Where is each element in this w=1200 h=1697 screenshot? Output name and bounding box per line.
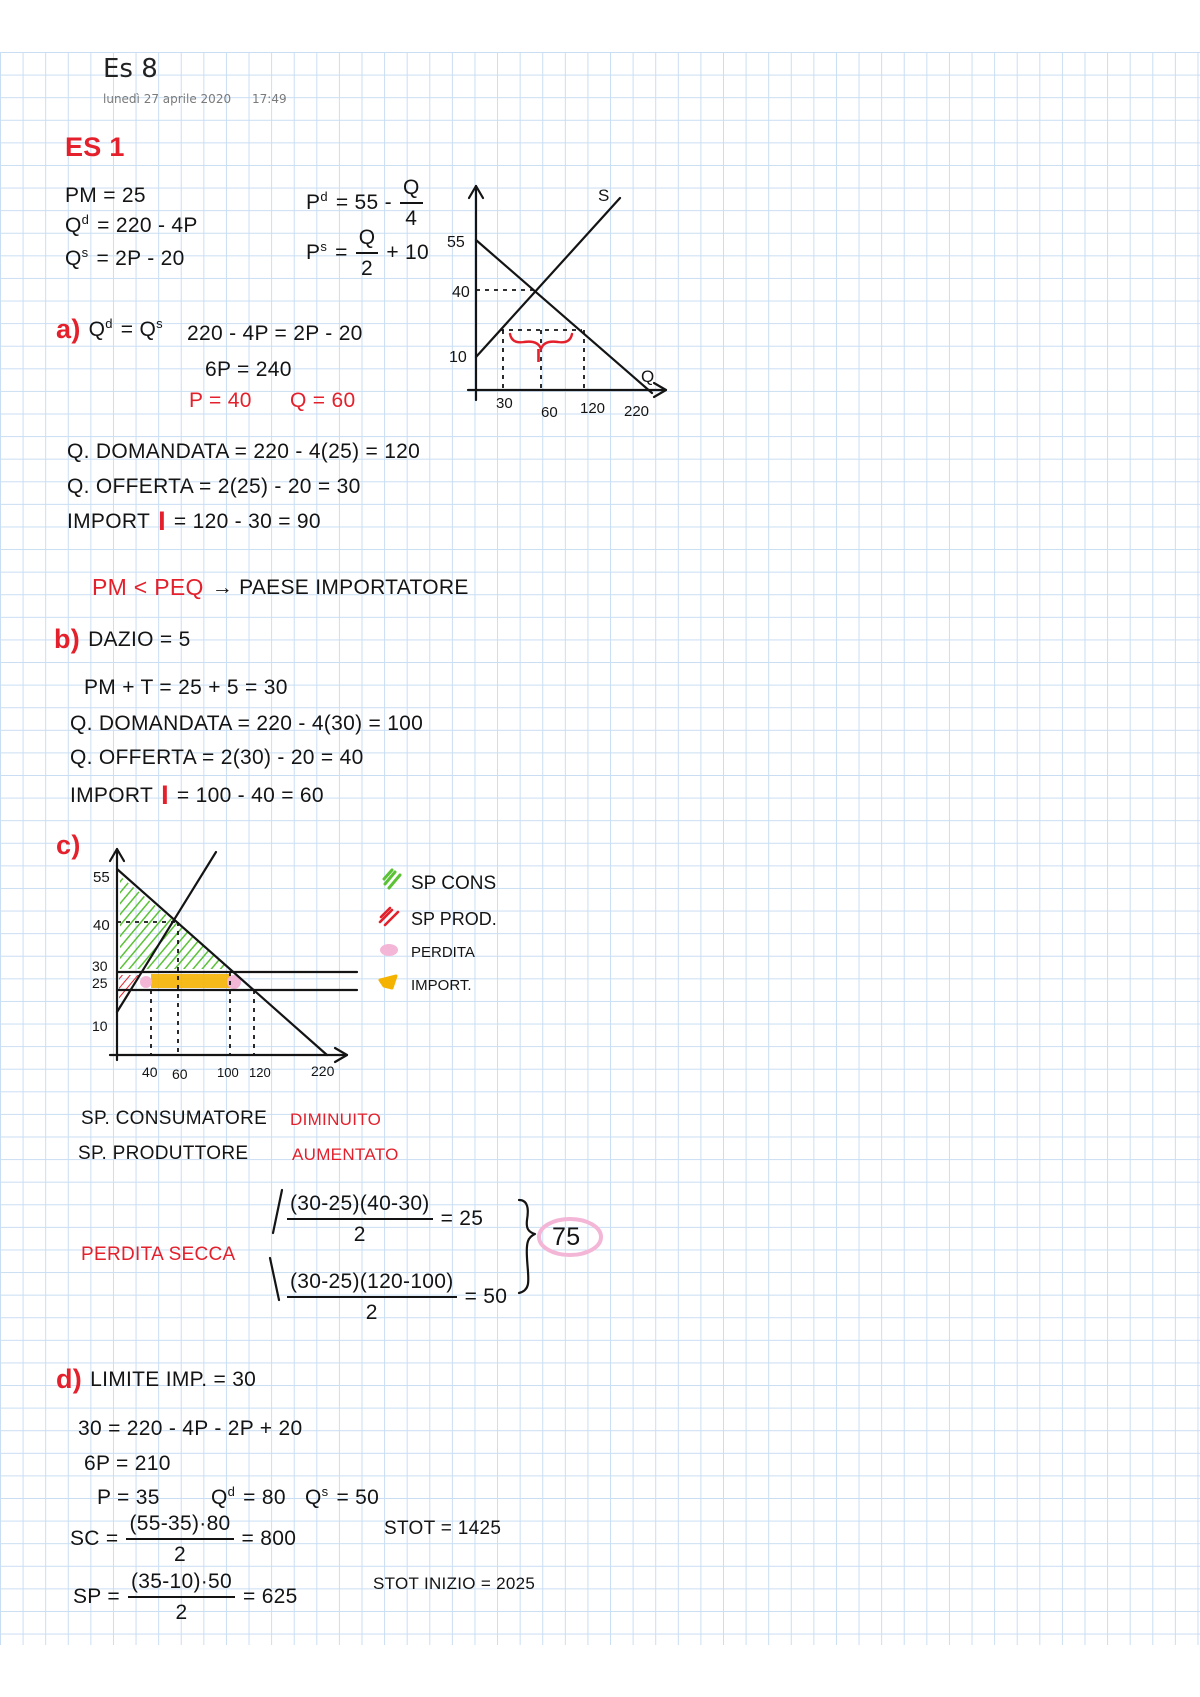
equilibrium-equation: 220 - 4P = 2P - 20: [187, 322, 363, 345]
qty-label-220: 220: [311, 1063, 335, 1079]
inverse-demand: $P^d$ = 55 - $\frac{Q}{4}$: [306, 176, 423, 230]
qty-label-40: 40: [142, 1064, 158, 1080]
quantity-supplied-b: Q. OFFERTA = 2(30) - 20 = 40: [70, 746, 364, 769]
quantity-supplied: Q. OFFERTA = 2(25) - 20 = 30: [67, 475, 361, 498]
total-surplus: STOT = 1425: [384, 1518, 502, 1539]
producer-surplus-change: AUMENTATO: [292, 1145, 399, 1164]
price-label-30: 30: [92, 958, 108, 974]
quota-equation: 30 = 220 - 4P - 2P + 20: [78, 1417, 303, 1440]
consumer-surplus-calc: SC = $\frac{(55-35)\cdot 80}{2}$ = 800: [70, 1512, 297, 1567]
equilibrium-step: 6P = 240: [205, 358, 292, 381]
quota-demand: $Q^d$ = 80: [211, 1484, 286, 1509]
quantity-demanded: Q. DOMANDATA = 220 - 4(25) = 120: [67, 440, 421, 463]
consumer-surplus-change: DIMINUITO: [290, 1110, 382, 1129]
equilibrium-price: P = 40: [189, 389, 252, 412]
quantity-demanded-b: Q. DOMANDATA = 220 - 4(30) = 100: [70, 712, 424, 735]
price-label-55: 55: [93, 869, 110, 886]
price-label-25: 25: [92, 975, 108, 991]
importer-conclusion: PM < PEQ → PAESE IMPORTATORE: [92, 574, 469, 600]
producer-surplus-label: SP. PRODUTTORE: [78, 1143, 249, 1164]
fraction: $\frac{Q}{2}$: [356, 226, 379, 280]
deadweight-term-2: $\frac{(30-25)(120-100)}{2}$ = 50: [287, 1270, 507, 1324]
consumer-surplus-label: SP. CONSUMATORE: [81, 1108, 268, 1129]
equilibrium-quantity: Q = 60: [290, 389, 356, 412]
page-time: 17:49: [252, 92, 287, 106]
exercise-title: ES 1: [65, 132, 125, 162]
deadweight-loss-label: PERDITA SECCA: [81, 1244, 236, 1265]
part-a-heading: a) $Q^d$ = $Q^s$: [56, 314, 163, 344]
page-title: Es 8: [103, 54, 158, 84]
qty-label-220: 220: [624, 403, 650, 420]
demand-expr: = 220 - 4P: [97, 214, 198, 237]
qty-label-30: 30: [496, 395, 513, 412]
deadweight-total: 75: [552, 1223, 581, 1251]
part-b-label: b): [54, 624, 81, 654]
quota-price: P = 35: [97, 1486, 160, 1509]
supply-var: $Q^s$: [65, 245, 89, 270]
quota-supply: $Q^s$ = 50: [305, 1484, 380, 1509]
fraction: $\frac{(55-35)\cdot 80}{2}$: [126, 1512, 233, 1566]
page-date: lunedì 27 aprile 2020: [103, 92, 232, 106]
legend-producer-surplus: SP PROD.: [411, 909, 497, 929]
price-label-40: 40: [452, 284, 470, 301]
quantity-axis-label: Q: [641, 367, 655, 386]
fraction: $\frac{(30-25)(40-30)}{2}$: [287, 1192, 433, 1246]
supply-function: [65, 247, 185, 271]
imports-a: IMPORT I = 120 - 30 = 90: [67, 506, 321, 536]
legend-import: IMPORT.: [411, 977, 472, 994]
legend-consumer-surplus: SP CONS: [411, 873, 497, 894]
part-d-heading: d) LIMITE IMP. = 30: [56, 1364, 257, 1394]
price-label-55: 55: [447, 234, 465, 251]
tariff-price: PM + T = 25 + 5 = 30: [84, 676, 288, 699]
part-a-label: a): [56, 314, 81, 344]
inverse-supply: $P^s$ = $\frac{Q}{2}$ + 10: [306, 226, 430, 281]
qty-label-120: 120: [580, 400, 606, 417]
total-surplus-initial: STOT INIZIO = 2025: [373, 1574, 536, 1593]
demand-var: $Q^d$: [65, 212, 90, 237]
qty-label-100: 100: [217, 1065, 239, 1080]
quota-step: 6P = 210: [84, 1452, 171, 1475]
qty-label-120: 120: [249, 1065, 271, 1080]
qty-label-60: 60: [172, 1066, 188, 1082]
qty-label-60: 60: [541, 404, 558, 421]
supply-expr: = 2P - 20: [96, 247, 185, 270]
fraction: $\frac{(30-25)(120-100)}{2}$: [287, 1270, 457, 1324]
price-label-10: 10: [92, 1018, 108, 1034]
part-d-label: d): [56, 1364, 83, 1394]
imports-b: IMPORT I = 100 - 40 = 60: [70, 780, 324, 810]
price-label-10: 10: [449, 349, 467, 366]
price-label-40: 40: [93, 917, 110, 934]
fraction: $\frac{Q}{4}$: [400, 176, 423, 230]
deadweight-term-1: $\frac{(30-25)(40-30)}{2}$ = 25: [287, 1192, 483, 1246]
fraction: $\frac{(35-10)\cdot 50}{2}$: [128, 1570, 235, 1624]
import-symbol: I: [536, 346, 542, 366]
part-c-label: c): [56, 830, 81, 860]
supply-label: S: [598, 186, 610, 205]
producer-surplus-calc: SP = $\frac{(35-10)\cdot 50}{2}$ = 625: [73, 1570, 298, 1625]
demand-function: [65, 214, 198, 238]
grid-paper: [0, 52, 1200, 1645]
world-price: PM = 25: [65, 184, 146, 207]
legend-deadweight-loss: PERDITA: [411, 944, 475, 961]
part-b-heading: b) DAZIO = 5: [54, 624, 191, 654]
